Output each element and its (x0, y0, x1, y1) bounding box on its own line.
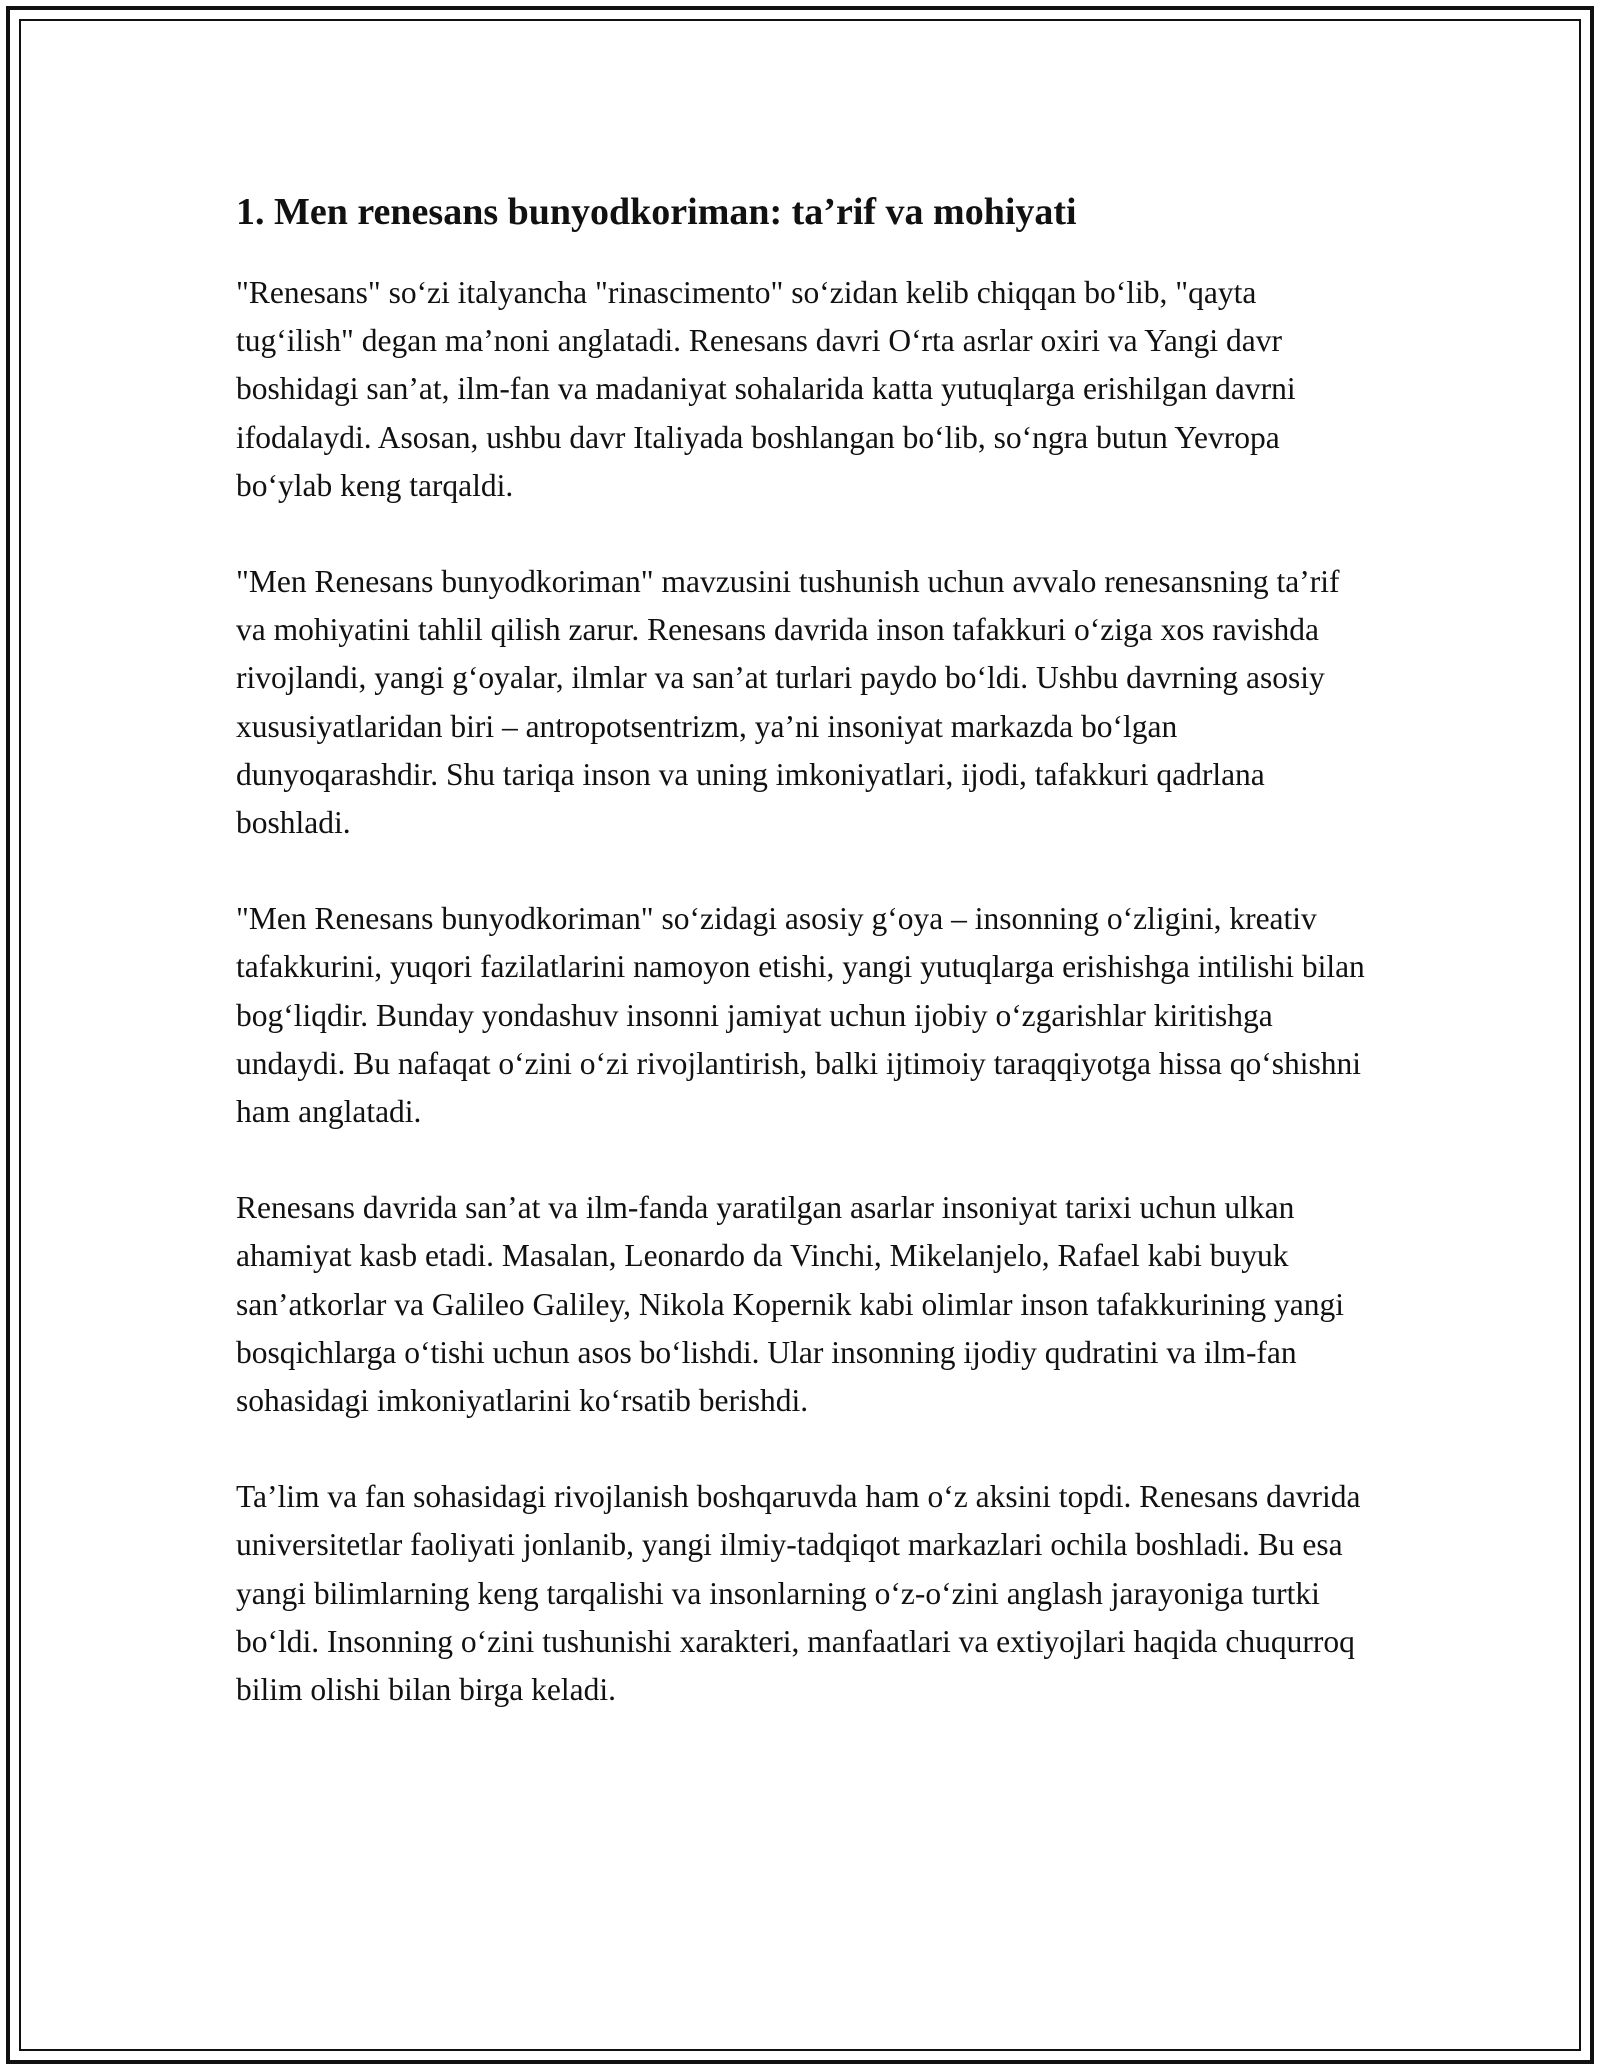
paragraph-education: Ta’lim va fan sohasidagi rivojlanish boshqaruvda ham o‘z aksini topdi. Renesans davrida universitetlar faoliyati jonlanib, yangi ilmiy-tadqiqot markazlari ochila boshladi. Bu esa yangi bilimlarning keng tarqalishi va insonlarning o‘z-o‘zini anglash jarayoniga turtki bo‘ldi. Insonning o‘zini tushunishi xarakteri, manfaatlari va extiyojlari haqida chuqurroq bilim olishi bilan birga keladi. (236, 1479, 1361, 1708)
paragraph-definition: "Men Renesans bunyodkoriman" mavzusini tushunish uchun avvalo renesansning ta’rif va mohiyatini tahlil qilish zarur. Renesans davrida inson tafakkuri o‘ziga xos ravishda rivojlandi, yangi g‘oyalar, ilmlar va san’at turlari paydo bo‘ldi. Ushbu davrning asosiy xususiyatlaridan biri – antropotsentrizm, ya’ni insoniyat markazda bo‘lgan dunyoqarashdir. Shu tariqa inson va uning imkoniyatlari, ijodi, tafakkuri qadrlana boshladi. (236, 564, 1340, 841)
paragraph-etymology: "Renesans" so‘zi italyancha "rinascimento" so‘zidan kelib chiqqan bo‘lib, "qayta tug‘ilish" degan ma’noni anglatadi. Renesans davri O‘rta asrlar oxiri va Yangi davr boshidagi san’at, ilm-fan va madaniyat sohalarida katta yutuqlarga erishilgan davrni ifodalaydi. Asosan, ushbu davr Italiyada boshlangan bo‘lib, so‘ngra butun Yevropa bo‘ylab keng tarqaldi. (236, 275, 1296, 503)
paragraph-main-idea: "Men Renesans bunyodkoriman" so‘zidagi asosiy g‘oya – insonning o‘zligini, kreativ tafakkurini, yuqori fazilatlarini namoyon etishi, yangi yutuqlarga erishishga intilishi bilan bog‘liqdir. Bunday yondashuv insonni jamiyat uchun ijobiy o‘zgarishlar kiritishga undaydi. Bu nafaqat o‘zini o‘zi rivojlantirish, balki ijtimoiy taraqqiyotga hissa qo‘shishni ham anglatadi. (236, 901, 1365, 1130)
paragraph-art-science: Renesans davrida san’at va ilm-fanda yaratilgan asarlar insoniyat tarixi uchun ulkan ahamiyat kasb etadi. Masalan, Leonardo da Vinchi, Mikelanjelo, Rafael kabi buyuk san’atkorlar va Galileo Galiley, Nikola Kopernik kabi olimlar inson tafakkurining yangi bosqichlarga o‘tishi uchun asos bo‘lishdi. Ular insonning ijodiy qudratini va ilm-fan sohasidagi imkoniyatlarini ko‘rsatib berishdi. (236, 1190, 1345, 1419)
section-heading: 1. Men renesans bunyodkoriman: ta’rif va mohiyati (236, 191, 1077, 233)
document-body (236, 187, 1366, 1762)
